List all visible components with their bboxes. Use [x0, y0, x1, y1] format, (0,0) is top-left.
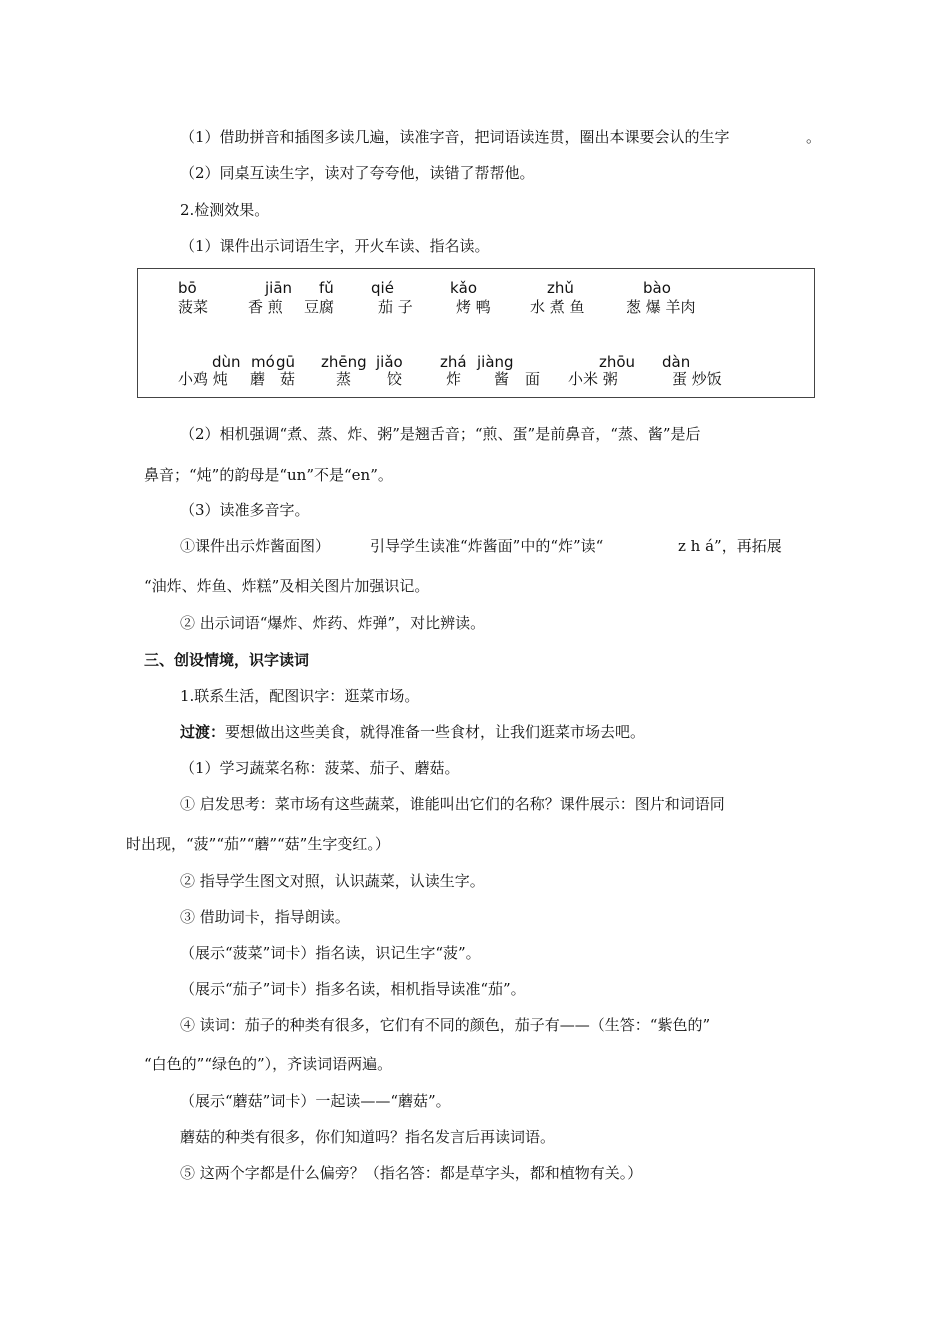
step-3-1-1-c-1: （展示“菠菜”词卡）指名读，识记生字“菠”。 — [180, 944, 481, 962]
section-3-heading: 三、创设情境，识字读词 — [144, 651, 310, 669]
word: 蘑 — [250, 370, 266, 388]
step-2-3-1a: ①课件出示炸酱面图） — [180, 537, 331, 555]
word: 蛋 炒饭 — [672, 370, 722, 388]
step-2-3-1-cont: “油炸、炸鱼、炸糕”及相关图片加强识记。 — [144, 577, 430, 595]
step-2-2-cont: 鼻音；“炖”的韵母是“un”不是“en”。 — [144, 466, 393, 484]
step-3-1-1-b: ② 指导学生图文对照，认识蔬菜，认读生字。 — [180, 872, 485, 890]
step-3-1-1-c-2: （展示“茄子”词卡）指多名读，相机指导读准“茄”。 — [180, 980, 526, 998]
pinyin: fǔ — [319, 279, 334, 297]
pinyin: bō — [178, 279, 197, 297]
heading-2: 2.检测效果。 — [180, 201, 270, 219]
word: 小米 粥 — [568, 370, 618, 388]
step-3-1-1-e: ⑤ 这两个字都是什么偏旁？（指名答：都是草字头，都和植物有关。） — [180, 1164, 643, 1182]
pinyin: dùn — [212, 353, 241, 371]
word: 炸 — [446, 370, 462, 388]
pinyin: qié — [371, 279, 394, 297]
word: 水 煮 鱼 — [530, 298, 585, 316]
step-2-3: （3）读准多音字。 — [180, 501, 310, 519]
step-3-1-1-a-cont: 时出现，“菠”“茄”“蘑”“菇”生字变红。） — [126, 835, 390, 853]
word: 小鸡 炖 — [178, 370, 228, 388]
pinyin: mó — [251, 353, 275, 371]
word: 葱 爆 羊肉 — [626, 298, 696, 316]
word: 香 煎 — [248, 298, 283, 316]
step-3-1-1-a: ① 启发思考：菜市场有这些蔬菜，谁能叫出它们的名称？课件展示：图片和词语同 — [180, 795, 725, 813]
transition-text: 要想做出这些美食，就得准备一些食材，让我们逛菜市场去吧。 — [225, 723, 646, 741]
pinyin: jiàng — [477, 353, 514, 371]
step-3-1-1: （1）学习蔬菜名称：菠菜、茄子、蘑菇。 — [180, 759, 460, 777]
pinyin: gū — [276, 353, 296, 371]
step-2-3-1b: 引导学生读准“炸酱面”中的“炸”读“ — [370, 537, 604, 555]
transition-line — [180, 722, 645, 742]
pinyin: dàn — [662, 353, 691, 371]
word: 酱 — [494, 370, 510, 388]
step-2-3-2: ② 出示词语“爆炸、炸药、炸弹”，对比辨读。 — [180, 614, 486, 632]
step-2-1: （1）课件出示词语生字，开火车读、指名读。 — [180, 237, 490, 255]
word: 菠菜 — [178, 298, 209, 316]
word: 蒸 — [336, 370, 352, 388]
word: 菇 — [280, 370, 296, 388]
word: 饺 — [387, 370, 403, 388]
step-2-2: （2）相机强调“煮、蒸、炸、粥”是翘舌音；“煎、蛋”是前鼻音，“蒸、酱”是后 — [180, 425, 701, 443]
pinyin: kǎo — [450, 279, 478, 297]
step-3-1-1-d-2: （展示“蘑菇”词卡）一起读——“蘑菇”。 — [180, 1092, 451, 1110]
vocab-table — [137, 268, 815, 398]
step-1-1-end: 。 — [806, 128, 822, 146]
step-3-1-1-d-cont: “白色的”“绿色的”），齐读词语两遍。 — [144, 1055, 393, 1073]
word: 茄 子 — [378, 298, 413, 316]
step-1-2: （2）同桌互读生字，读对了夸夸他，读错了帮帮他。 — [180, 164, 535, 182]
step-1-1: （1）借助拼音和插图多读几遍，读准字音，把词语读连贯，圈出本课要会认的生字 — [180, 128, 730, 146]
pinyin: bào — [643, 279, 671, 297]
pinyin: zhēng — [321, 353, 367, 371]
word: 面 — [525, 370, 541, 388]
pinyin: jiǎo — [376, 353, 403, 371]
pinyin: zhōu — [599, 353, 636, 371]
step-3-1-1-c: ③ 借助词卡，指导朗读。 — [180, 908, 350, 926]
step-3-1: 1.联系生活，配图识字：逛菜市场。 — [180, 687, 420, 705]
pinyin: jiān — [265, 279, 293, 297]
pinyin: zhá — [440, 353, 467, 371]
pinyin: zhǔ — [547, 279, 574, 297]
step-3-1-1-d: ④ 读词：茄子的种类有很多，它们有不同的颜色，茄子有——（生答：“紫色的” — [180, 1016, 711, 1034]
step-2-3-1c: z h á”，再拓展 — [678, 537, 782, 555]
transition-label: 过渡： — [180, 723, 226, 741]
word: 烤 鸭 — [456, 298, 491, 316]
word: 豆腐 — [304, 298, 335, 316]
step-3-1-1-d-3: 蘑菇的种类有很多，你们知道吗？指名发言后再读词语。 — [180, 1128, 556, 1146]
